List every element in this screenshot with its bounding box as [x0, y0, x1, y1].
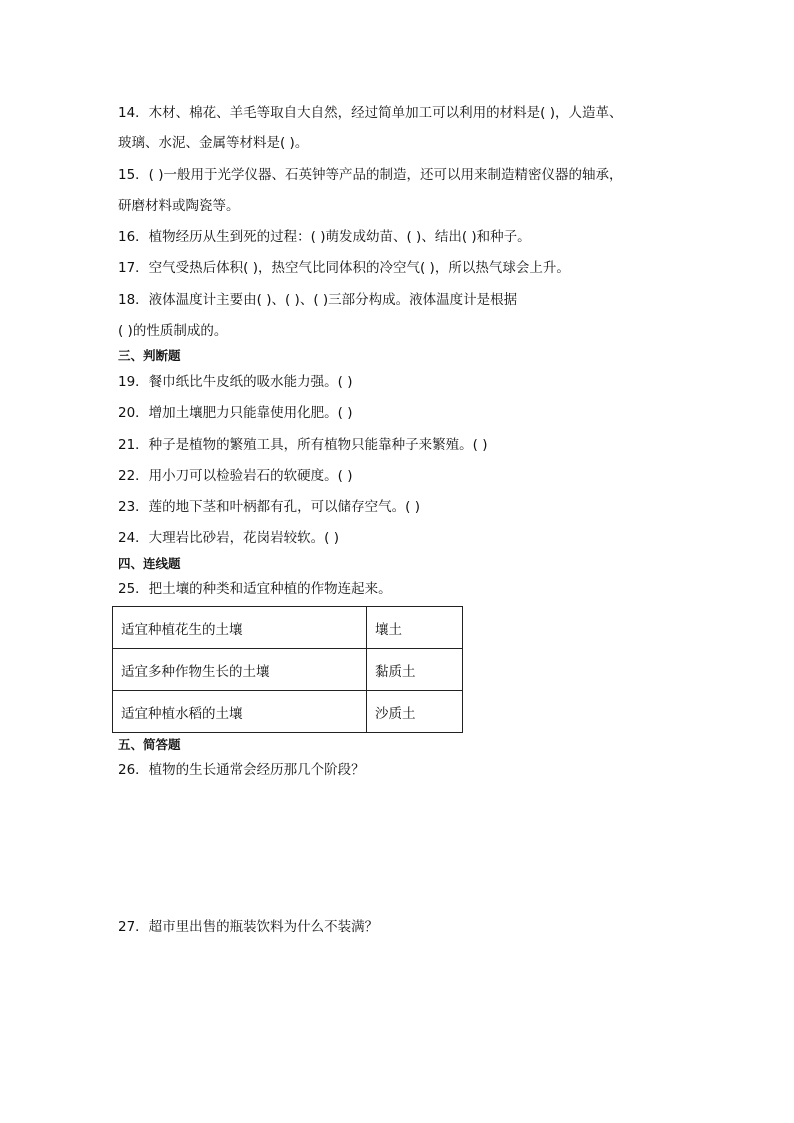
table-row [113, 649, 463, 691]
question-20: 20．增加土壤肥力只能靠使用化肥。( ) [118, 405, 353, 421]
question-18-line-2: ( )的性质制成的。 [118, 323, 228, 339]
question-26: 26．植物的生长通常会经历那几个阶段？ [118, 762, 365, 778]
question-23: 23．莲的地下茎和叶柄都有孔，可以储存空气。( ) [118, 499, 421, 515]
crop-cell: 适宜种植水稻的土壤 [113, 691, 367, 733]
question-15-line-1: 15．( )一般用于光学仪器、石英钟等产品的制造，还可以用来制造精密仪器的轴承， [118, 167, 623, 183]
question-27: 27．超市里出售的瓶装饮料为什么不装满？ [118, 919, 379, 935]
matching-table [112, 606, 463, 733]
soil-type-cell: 沙质土 [367, 691, 463, 733]
table-row [113, 607, 463, 649]
question-16: 16．植物经历从生到死的过程：( )萌发成幼苗、( )、结出( )和种子。 [118, 229, 531, 245]
section-heading-judge: 三、判断题 [118, 348, 181, 363]
question-19: 19．餐巾纸比牛皮纸的吸水能力强。( ) [118, 374, 353, 390]
crop-cell: 适宜多种作物生长的土壤 [113, 649, 367, 691]
section-heading-match: 四、连线题 [118, 556, 181, 571]
crop-cell: 适宜种植花生的土壤 [113, 607, 367, 649]
question-18-line-1: 18．液体温度计主要由( )、( )、( )三部分构成。液体温度计是根据 [118, 292, 518, 308]
section-heading-short-answer: 五、简答题 [118, 737, 181, 752]
question-25: 25．把土壤的种类和适宜种植的作物连起来。 [118, 581, 392, 597]
question-14-line-1: 14．木材、棉花、羊毛等取自大自然，经过简单加工可以利用的材料是( )，人造革、 [118, 105, 623, 121]
question-14-line-2: 玻璃、水泥、金属等材料是( )。 [118, 135, 309, 151]
table-row [113, 691, 463, 733]
question-21: 21．种子是植物的繁殖工具，所有植物只能靠种子来繁殖。( ) [118, 437, 488, 453]
question-17: 17．空气受热后体积( )，热空气比同体积的冷空气( )，所以热气球会上升。 [118, 260, 570, 276]
question-22: 22．用小刀可以检验岩石的软硬度。( ) [118, 468, 353, 484]
question-24: 24．大理岩比砂岩，花岗岩较软。( ) [118, 530, 340, 546]
soil-type-cell: 壤土 [367, 607, 463, 649]
soil-type-cell: 黏质土 [367, 649, 463, 691]
question-15-line-2: 研磨材料或陶瓷等。 [118, 198, 240, 214]
